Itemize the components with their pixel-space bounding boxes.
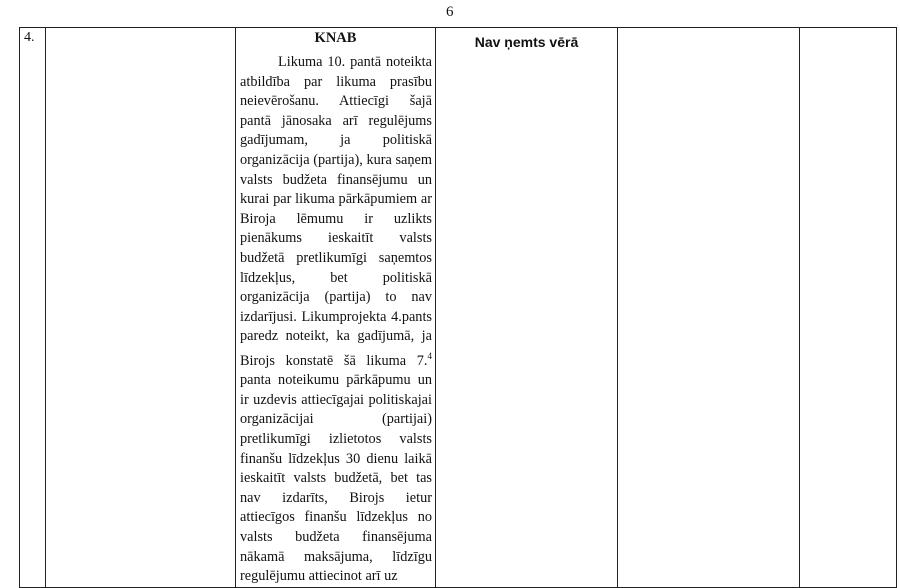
proposal-text-part2: panta noteikumu pārkāpumu un ir uzdevis attiecīgajai politiskajai organizācijai (partijai) pretlikumīgi izlietotos valsts finanšu līdzekļus 30 dienu laikā ieskaitīt valsts budžetā, bet tas nav izdarīts, Birojs ietur attiecīgos finanšu līdzekļus no valsts budžeta finansējuma nākamā maksājuma, līdzīgu regulējumu attiecinot arī uz bbox=[240, 372, 432, 585]
empty-cell-5 bbox=[618, 28, 800, 588]
proposal-text bbox=[236, 53, 435, 587]
row-number-cell bbox=[20, 28, 46, 588]
table-row bbox=[20, 28, 897, 588]
decision-cell bbox=[436, 28, 618, 588]
proposals-table bbox=[19, 27, 897, 588]
proposal-author-heading: KNAB bbox=[314, 30, 357, 46]
proposal-text-part1: Likuma 10. pantā noteikta atbildība par likuma prasību neievērošanu. Attiecīgi šajā pantā jānosaka arī regulējums gadījumam, ja politiskā organizācija (partija), kura saņem valsts budžeta finansējumu un kurai par likuma pārkāpumiem ar Biroja lēmumu ir uzlikts pienākums ieskaitīt valsts budžetā pretlikumīgi saņemtos līdzekļus, bet politiskā organizācija (partija) to nav izdarījusi. Likumprojekta 4.pants paredz noteikt, ka gadījumā, ja Birojs konstatē šā likuma 7. bbox=[240, 54, 432, 369]
empty-cell-6 bbox=[800, 28, 897, 588]
empty-cell-2 bbox=[46, 28, 236, 588]
row-number: 4. bbox=[24, 30, 35, 45]
proposal-cell bbox=[236, 28, 436, 588]
proposal-superscript: 4 bbox=[427, 350, 432, 361]
page-number: 6 bbox=[446, 4, 454, 20]
decision-heading: Nav ņemts vērā bbox=[474, 34, 579, 50]
